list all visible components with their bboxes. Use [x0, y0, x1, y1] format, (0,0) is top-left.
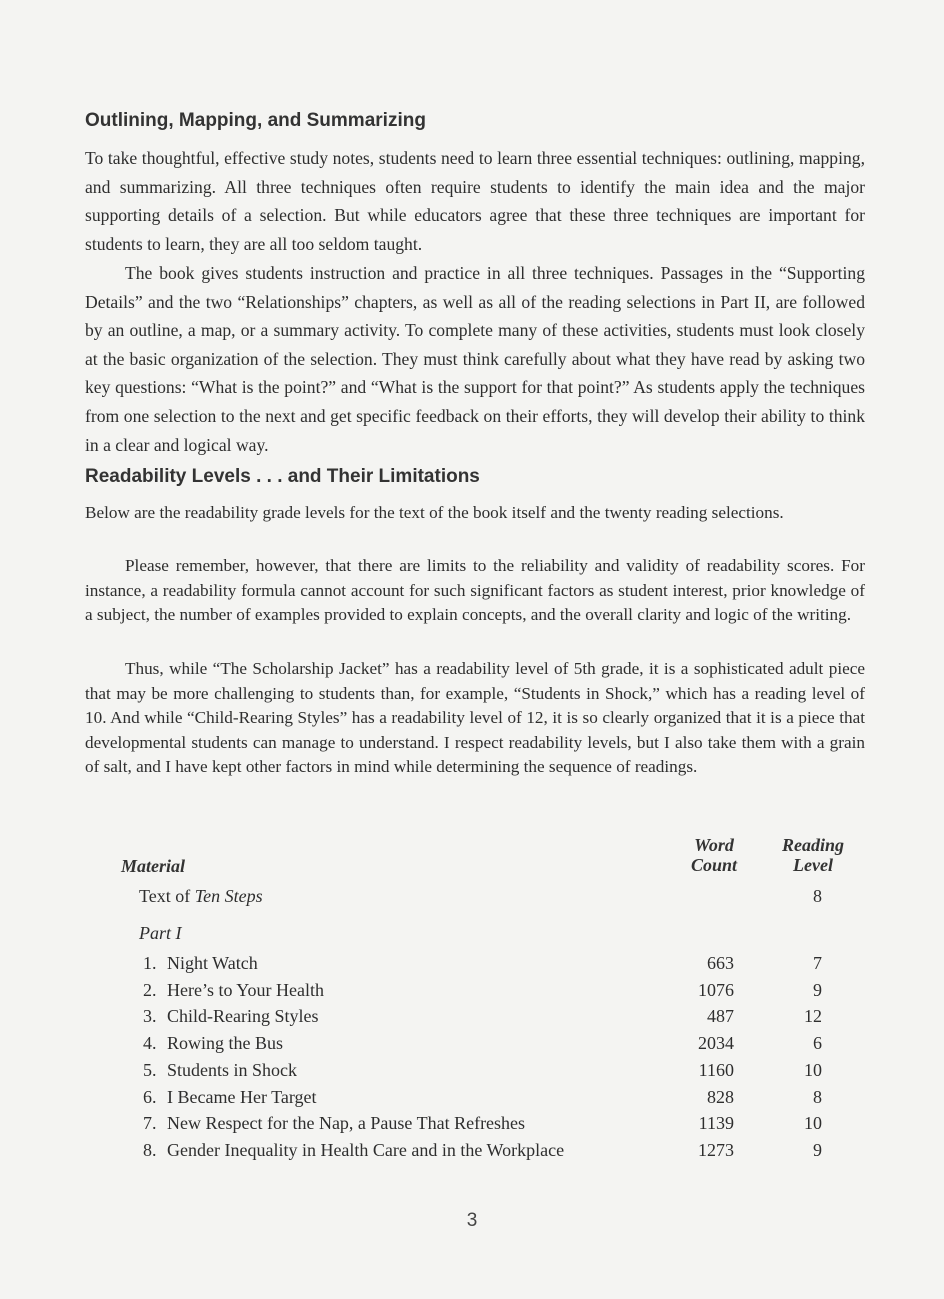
- row-reading-level: 12: [804, 1006, 822, 1027]
- row-title: Child-Rearing Styles: [167, 1006, 319, 1027]
- row-word-count: 828: [707, 1086, 734, 1107]
- column-header-reading-level: Reading Level: [781, 835, 844, 875]
- table-row: [0, 950, 944, 976]
- row-title: I Became Her Target: [167, 1086, 317, 1107]
- row-number: 4.: [143, 1033, 157, 1054]
- table-row-text: Text of Ten Steps 8: [139, 886, 822, 906]
- table-row: [0, 1137, 944, 1163]
- row-title: New Respect for the Nap, a Pause That Refreshes: [167, 1113, 526, 1134]
- row-title: Here’s to Your Health: [167, 979, 324, 1000]
- row-title: Gender Inequality in Health Care and in the Workplace: [167, 1139, 565, 1160]
- row-reading-level: 10: [804, 1113, 822, 1134]
- table-row: [0, 1057, 944, 1083]
- heading-readability: Readability Levels . . . and Their Limitations: [85, 466, 480, 487]
- heading-outlining: Outlining, Mapping, and Summarizing: [85, 110, 426, 131]
- column-header-word-count: Word Count: [690, 835, 738, 875]
- row-word-count: 1076: [698, 979, 734, 1000]
- table-row: [0, 1003, 944, 1029]
- paragraph-outlining-2: The book gives students instruction and practice in all three techniques. Passages in the “Supporting Details” and the two “Relationships” chapters, as well as all of the reading selections in Part II, are followed by an outline, a map, or a summary activity. To complete many of these activities, students must look closely at the basic organization of the selection. They must think carefully about what they have read by asking two key questions: “What is the point?” and “What is the support for that point?” As students apply the techniques from one selection to the next and get specific feedback on their efforts, they will develop their ability to think in a clear and logical way.: [85, 263, 865, 455]
- row-word-count: 1139: [698, 1113, 734, 1134]
- row-title: Students in Shock: [167, 1059, 298, 1080]
- row-number: 8.: [143, 1139, 157, 1160]
- row-word-count: 1160: [698, 1059, 734, 1080]
- row-number: 3.: [143, 1006, 157, 1027]
- row-number: 7.: [143, 1113, 157, 1134]
- paragraph-readability-2: Please remember, however, that there are limits to the reliability and validity of readability scores. For instance, a readability formula cannot account for such significant factors as student interest, prior knowledge of a subject, the number of examples provided to explain concepts, and the overall clarity and logic of the writing.: [85, 556, 865, 624]
- paragraph-outlining-1: To take thoughtful, effective study notes, students need to learn three essential techniques: outlining, mapping, and summarizing. All three techniques often require students to identify the main idea and the major supporting details of a selection. But while educators agree that these three techniques are important for students to learn, they are all too seldom taught.: [85, 148, 865, 254]
- row-number: 2.: [143, 979, 157, 1000]
- row-word-count: 487: [707, 1006, 734, 1027]
- row-number: 6.: [143, 1086, 157, 1107]
- row-word-count: 1273: [698, 1139, 734, 1160]
- page-number: 3: [466, 1210, 478, 1231]
- row-word-count: 663: [707, 953, 734, 973]
- row-title: Night Watch: [167, 953, 258, 973]
- row-reading-level: 10: [804, 1059, 822, 1080]
- row-title: Rowing the Bus: [167, 1033, 284, 1054]
- table-row: [0, 1030, 944, 1056]
- table-row: [0, 1084, 944, 1110]
- paragraph-readability-1: Below are the readability grade levels for the text of the book itself and the twenty reading selections.: [85, 503, 784, 522]
- row-reading-level: 9: [813, 1139, 822, 1160]
- table-row: [0, 1110, 944, 1136]
- column-header-material: Material: [121, 856, 186, 876]
- row-word-count: 2034: [698, 1033, 734, 1054]
- row-reading-level: 9: [813, 979, 822, 1000]
- row-reading-level: 6: [813, 1033, 822, 1054]
- row-number: 1.: [143, 953, 157, 973]
- part-label: Part I: [139, 923, 182, 943]
- row-reading-level: 7: [813, 953, 822, 973]
- row-reading-level: 8: [813, 1086, 822, 1107]
- row-number: 5.: [143, 1059, 157, 1080]
- table-row: [0, 977, 944, 1003]
- paragraph-readability-3: Thus, while “The Scholarship Jacket” has a readability level of 5th grade, it is a sophisticated adult piece that may be more challenging to students than, for example, “Students in Shock,” which has a reading level of 10. And while “Child-Rearing Styles” has a readability level of 12, it is so clearly organized that it is a piece that developmental students can manage to understand. I respect readability levels, but I also take them with a grain of salt, and I have kept other factors in mind while determining the sequence of readings.: [85, 659, 865, 776]
